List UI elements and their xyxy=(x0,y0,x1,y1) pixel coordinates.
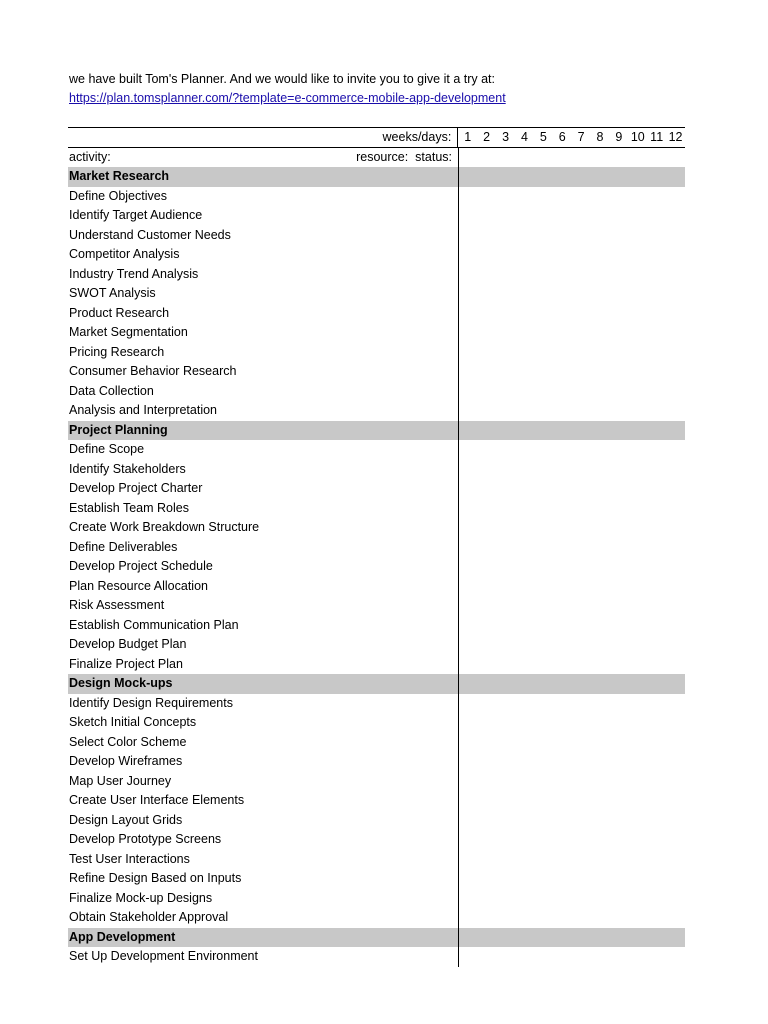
section-header-row xyxy=(68,167,685,187)
activity-name: Develop Project Schedule xyxy=(69,559,213,573)
template-link[interactable]: https://plan.tomsplanner.com/?template=e-commerce-mobile-app-development xyxy=(69,91,506,105)
activity-name: Understand Customer Needs xyxy=(69,227,231,242)
weeks-header-row xyxy=(68,127,685,148)
activity-row xyxy=(68,284,685,304)
activity-name: Refine Design Based on Inputs xyxy=(69,871,242,885)
activity-name: Identify Design Requirements xyxy=(69,695,233,710)
activity-name: Competitor Analysis xyxy=(69,247,180,261)
activity-name: Establish Team Roles xyxy=(69,500,189,515)
activity-row xyxy=(68,343,685,363)
activity-row xyxy=(68,382,685,402)
status-label: status: xyxy=(415,150,452,164)
activity-name: Design Layout Grids xyxy=(69,812,183,827)
activity-row xyxy=(68,947,685,967)
activity-row xyxy=(68,869,685,889)
section-title: Market Research xyxy=(69,169,170,183)
week-number: 9 xyxy=(615,130,623,144)
section-header-row xyxy=(68,928,685,948)
activity-row xyxy=(68,889,685,909)
activity-name: Product Research xyxy=(69,305,170,320)
activity-row xyxy=(68,655,685,675)
activity-name: Finalize Project Plan xyxy=(69,656,183,671)
week-number: 7 xyxy=(577,130,585,144)
section-title: App Development xyxy=(69,929,176,944)
intro-text xyxy=(69,70,506,108)
weeks-cells xyxy=(457,128,685,147)
resource-label: resource: xyxy=(356,150,409,164)
activity-name: Map User Journey xyxy=(69,773,172,788)
activity-row xyxy=(68,362,685,382)
activity-name: Plan Resource Allocation xyxy=(69,578,208,593)
planner-sheet xyxy=(68,127,685,967)
activity-name: Obtain Stakeholder Approval xyxy=(69,910,229,924)
activity-row xyxy=(68,187,685,207)
activity-row xyxy=(68,752,685,772)
activity-row xyxy=(68,577,685,597)
activity-label: activity: xyxy=(69,150,111,164)
activity-row xyxy=(68,596,685,616)
activity-row xyxy=(68,245,685,265)
week-number: 3 xyxy=(502,130,510,144)
activity-row xyxy=(68,206,685,226)
activity-name: Sketch Initial Concepts xyxy=(69,715,197,729)
activity-name: Consumer Behavior Research xyxy=(69,364,237,378)
week-number: 5 xyxy=(539,130,547,144)
activity-row xyxy=(68,304,685,324)
activity-row xyxy=(68,908,685,928)
activity-row xyxy=(68,694,685,714)
activity-name: Market Segmentation xyxy=(69,325,188,339)
activity-row xyxy=(68,850,685,870)
section-title: Project Planning xyxy=(69,422,168,437)
activity-rows xyxy=(68,167,685,967)
activity-row xyxy=(68,460,685,480)
activity-name: Industry Trend Analysis xyxy=(69,266,199,281)
week-number: 11 xyxy=(650,130,664,144)
activity-row xyxy=(68,713,685,733)
activity-row xyxy=(68,479,685,499)
activity-name: Select Color Scheme xyxy=(69,734,187,749)
week-number: 12 xyxy=(668,130,683,144)
activity-name: Create Work Breakdown Structure xyxy=(69,520,260,534)
weeks-label: weeks/days: xyxy=(382,130,452,144)
activity-name: Develop Budget Plan xyxy=(69,637,187,651)
activity-row xyxy=(68,226,685,246)
section-title: Design Mock-ups xyxy=(69,676,173,690)
activity-row xyxy=(68,518,685,538)
activity-name: Analysis and Interpretation xyxy=(69,403,218,417)
week-number: 6 xyxy=(558,130,566,144)
activity-name: Finalize Mock-up Designs xyxy=(69,890,213,905)
intro-line: we have built Tom's Planner. And we would like to invite you to give it a try at: xyxy=(69,72,495,86)
activity-name: Data Collection xyxy=(69,383,154,398)
activity-row xyxy=(68,265,685,285)
activity-name: Develop Wireframes xyxy=(69,754,183,768)
activity-name: Develop Prototype Screens xyxy=(69,832,222,846)
activity-row xyxy=(68,616,685,636)
activity-row xyxy=(68,733,685,753)
section-header-row xyxy=(68,674,685,694)
activity-name: Set Up Development Environment xyxy=(69,949,258,963)
activity-row xyxy=(68,635,685,655)
activity-name: Develop Project Charter xyxy=(69,481,203,495)
week-number: 1 xyxy=(464,130,472,144)
activity-name: Risk Assessment xyxy=(69,598,165,612)
activity-row xyxy=(68,811,685,831)
column-header-row xyxy=(68,148,685,167)
activity-row xyxy=(68,791,685,811)
activity-name: SWOT Analysis xyxy=(69,286,156,300)
week-number: 2 xyxy=(483,130,491,144)
activity-name: Define Objectives xyxy=(69,188,167,203)
activity-name: Create User Interface Elements xyxy=(69,793,245,807)
activity-name: Establish Communication Plan xyxy=(69,617,239,632)
activity-row xyxy=(68,401,685,421)
activity-row xyxy=(68,557,685,577)
activity-name: Test User Interactions xyxy=(69,851,190,866)
activity-name: Identify Target Audience xyxy=(69,208,203,222)
activity-row xyxy=(68,538,685,558)
activity-row xyxy=(68,772,685,792)
section-header-row xyxy=(68,421,685,441)
activity-name: Identify Stakeholders xyxy=(69,461,186,476)
activity-row xyxy=(68,830,685,850)
week-number: 8 xyxy=(596,130,604,144)
week-number: 10 xyxy=(630,130,645,144)
activity-name: Pricing Research xyxy=(69,344,165,359)
week-number: 4 xyxy=(520,130,528,144)
activity-name: Define Deliverables xyxy=(69,539,178,554)
activity-row xyxy=(68,499,685,519)
activity-row xyxy=(68,440,685,460)
activity-row xyxy=(68,323,685,343)
activity-name: Define Scope xyxy=(69,442,145,456)
